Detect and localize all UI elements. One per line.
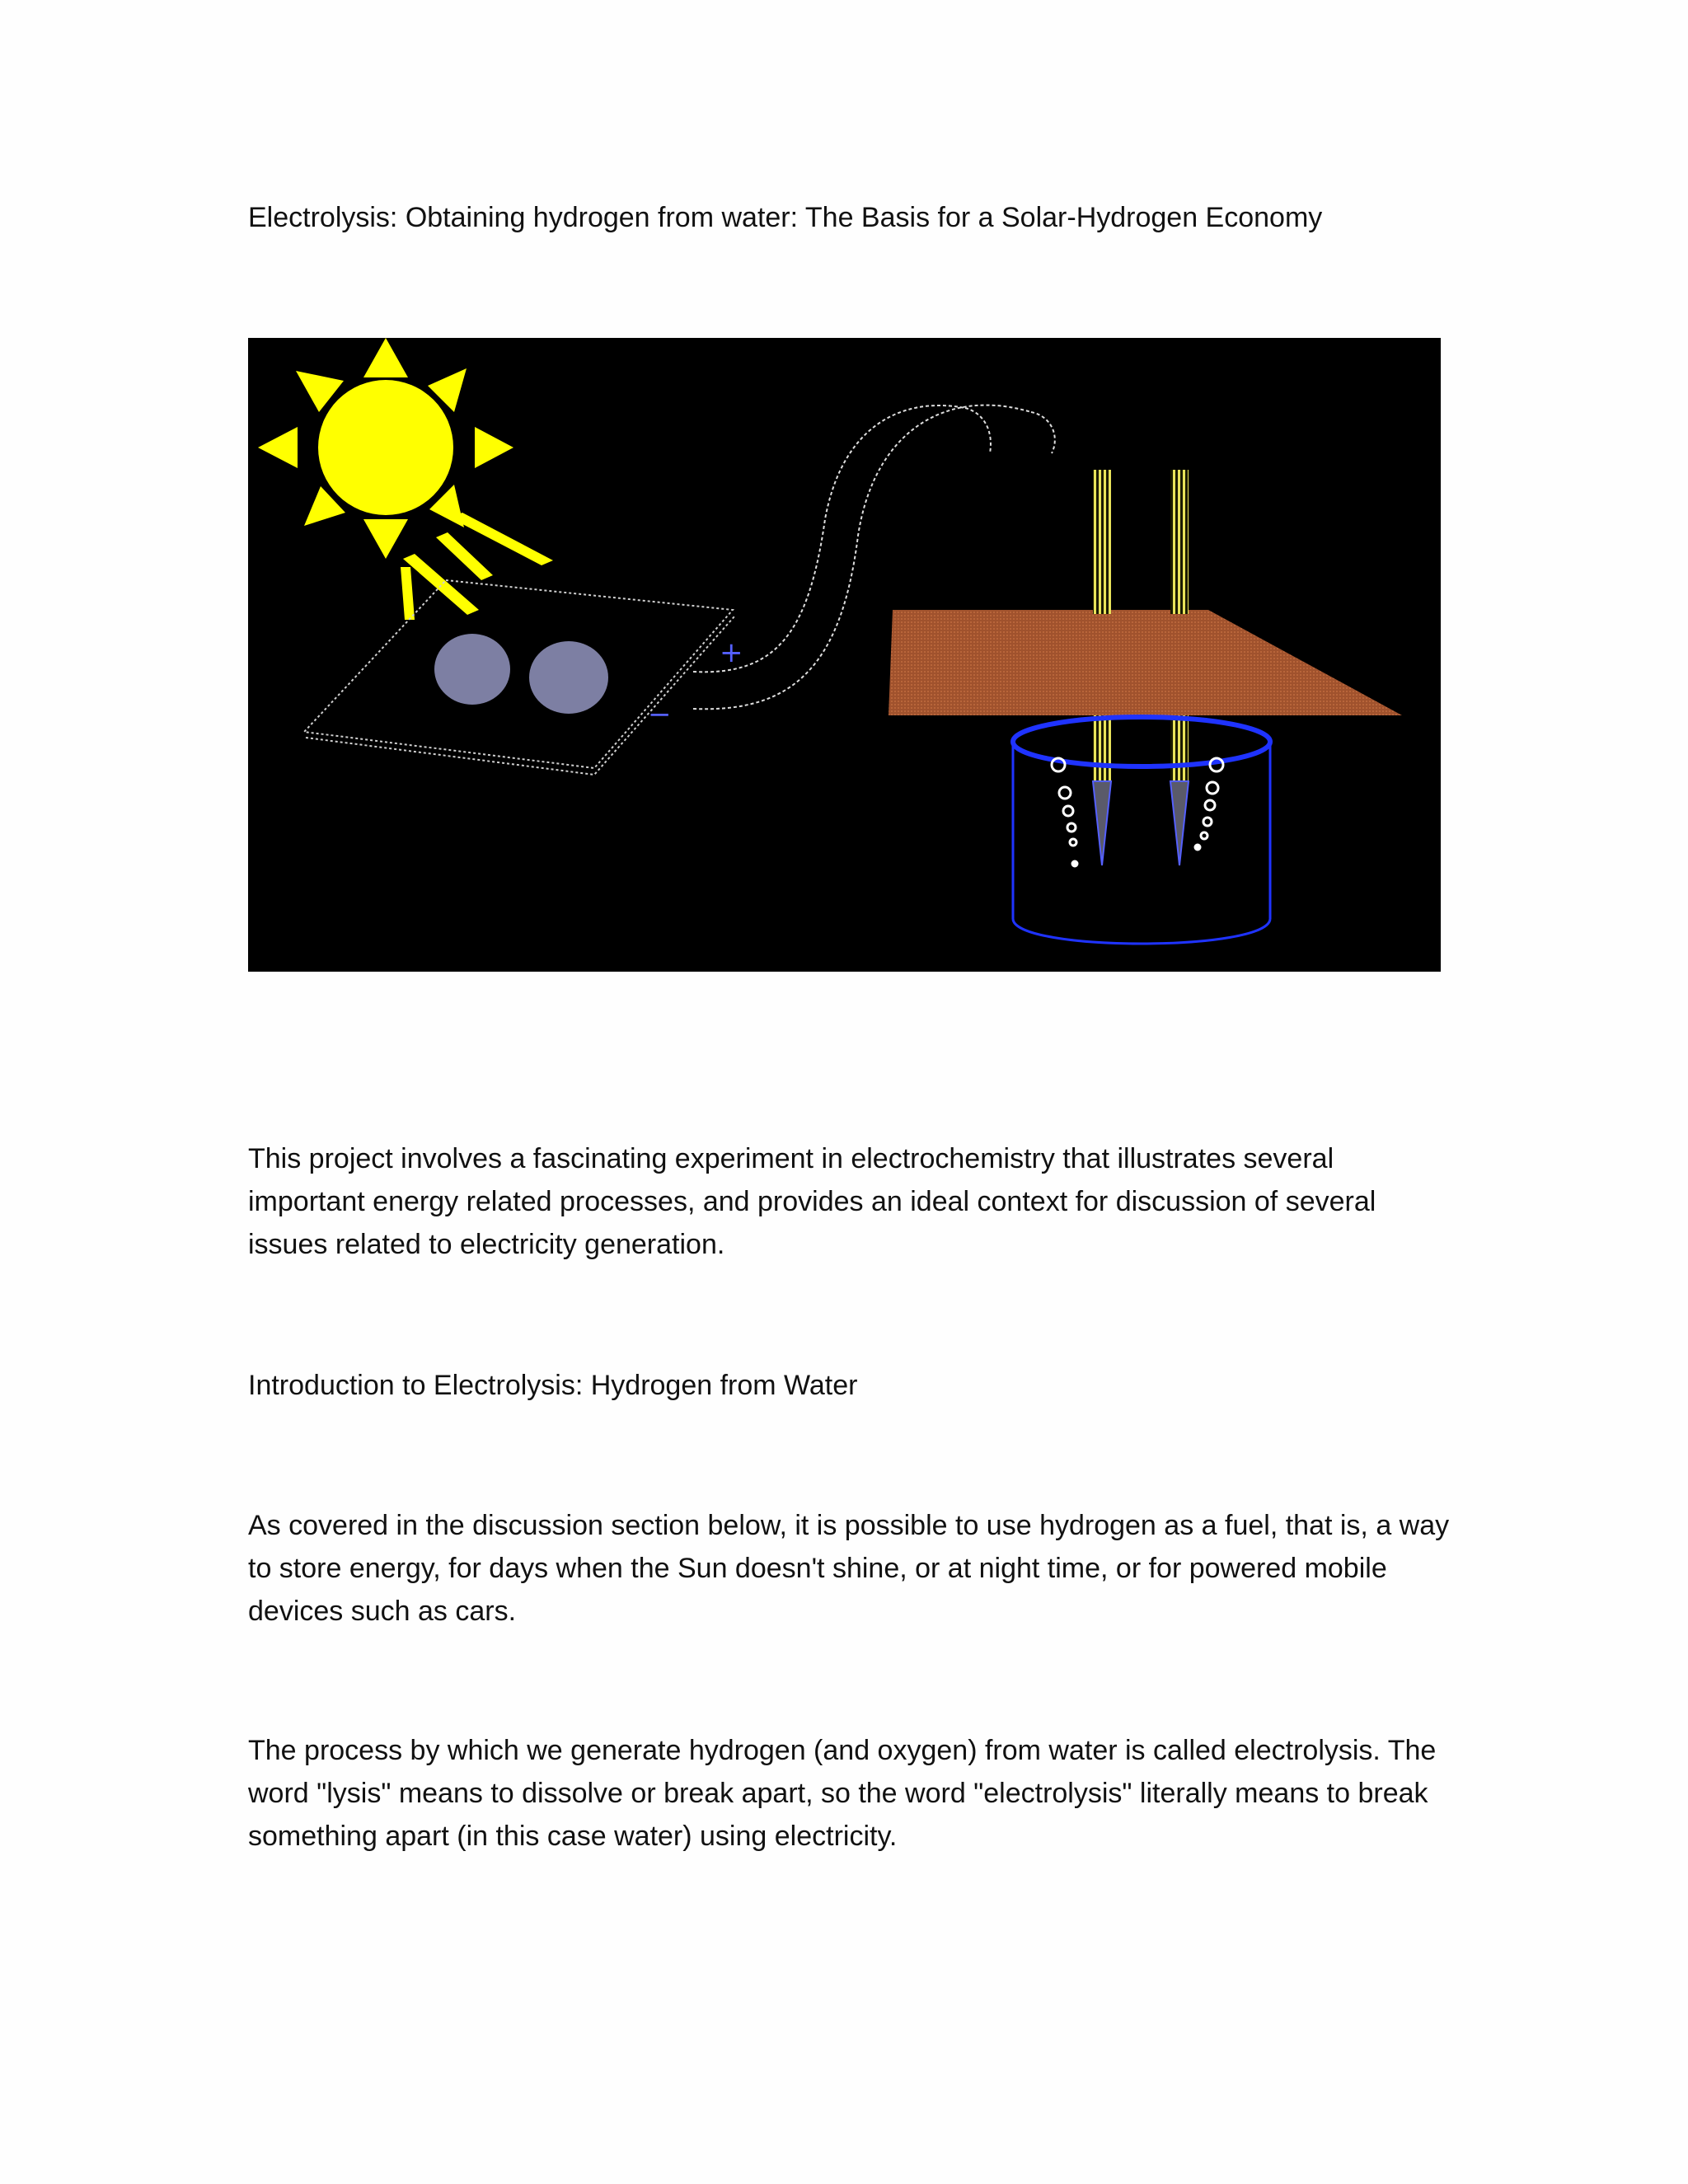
- electrolysis-illustration-icon: [248, 338, 1441, 972]
- sun-icon: [258, 338, 553, 620]
- solar-panel: [304, 580, 734, 775]
- gas-bubbles: [1052, 758, 1223, 866]
- beaker-lid: [889, 610, 1402, 715]
- section-heading: Introduction to Electrolysis: Hydrogen from Water: [248, 1370, 858, 1401]
- paragraph-hydrogen-fuel: As covered in the discussion section below, it is possible to use hydrogen as a fuel, that is, a way to store energy, for days when the Sun doesn't shine, or at night time, or for powered mobile devices such as cars.: [248, 1510, 1450, 1627]
- solar-cells: [434, 634, 608, 714]
- beaker: [1013, 717, 1270, 944]
- paragraph-intro: This project involves a fascinating experiment in electrochemistry that illustrates several important energy related processes, and provides an ideal context for discussion of several issues related to electricity generation.: [248, 1143, 1376, 1260]
- document-title: Electrolysis: Obtaining hydrogen from water: The Basis for a Solar-Hydrogen Economy: [248, 202, 1323, 233]
- terminal-minus: −: [648, 698, 672, 731]
- electrolysis-figure: [248, 338, 1441, 972]
- terminal-plus: +: [720, 636, 743, 669]
- paragraph-electrolysis-definition: The process by which we generate hydrogen (and oxygen) from water is called electrolysis. The word "lysis" means to dissolve or break apart, so the word "electrolysis" literally means to break something apart (in this case water) using electricity.: [248, 1735, 1437, 1852]
